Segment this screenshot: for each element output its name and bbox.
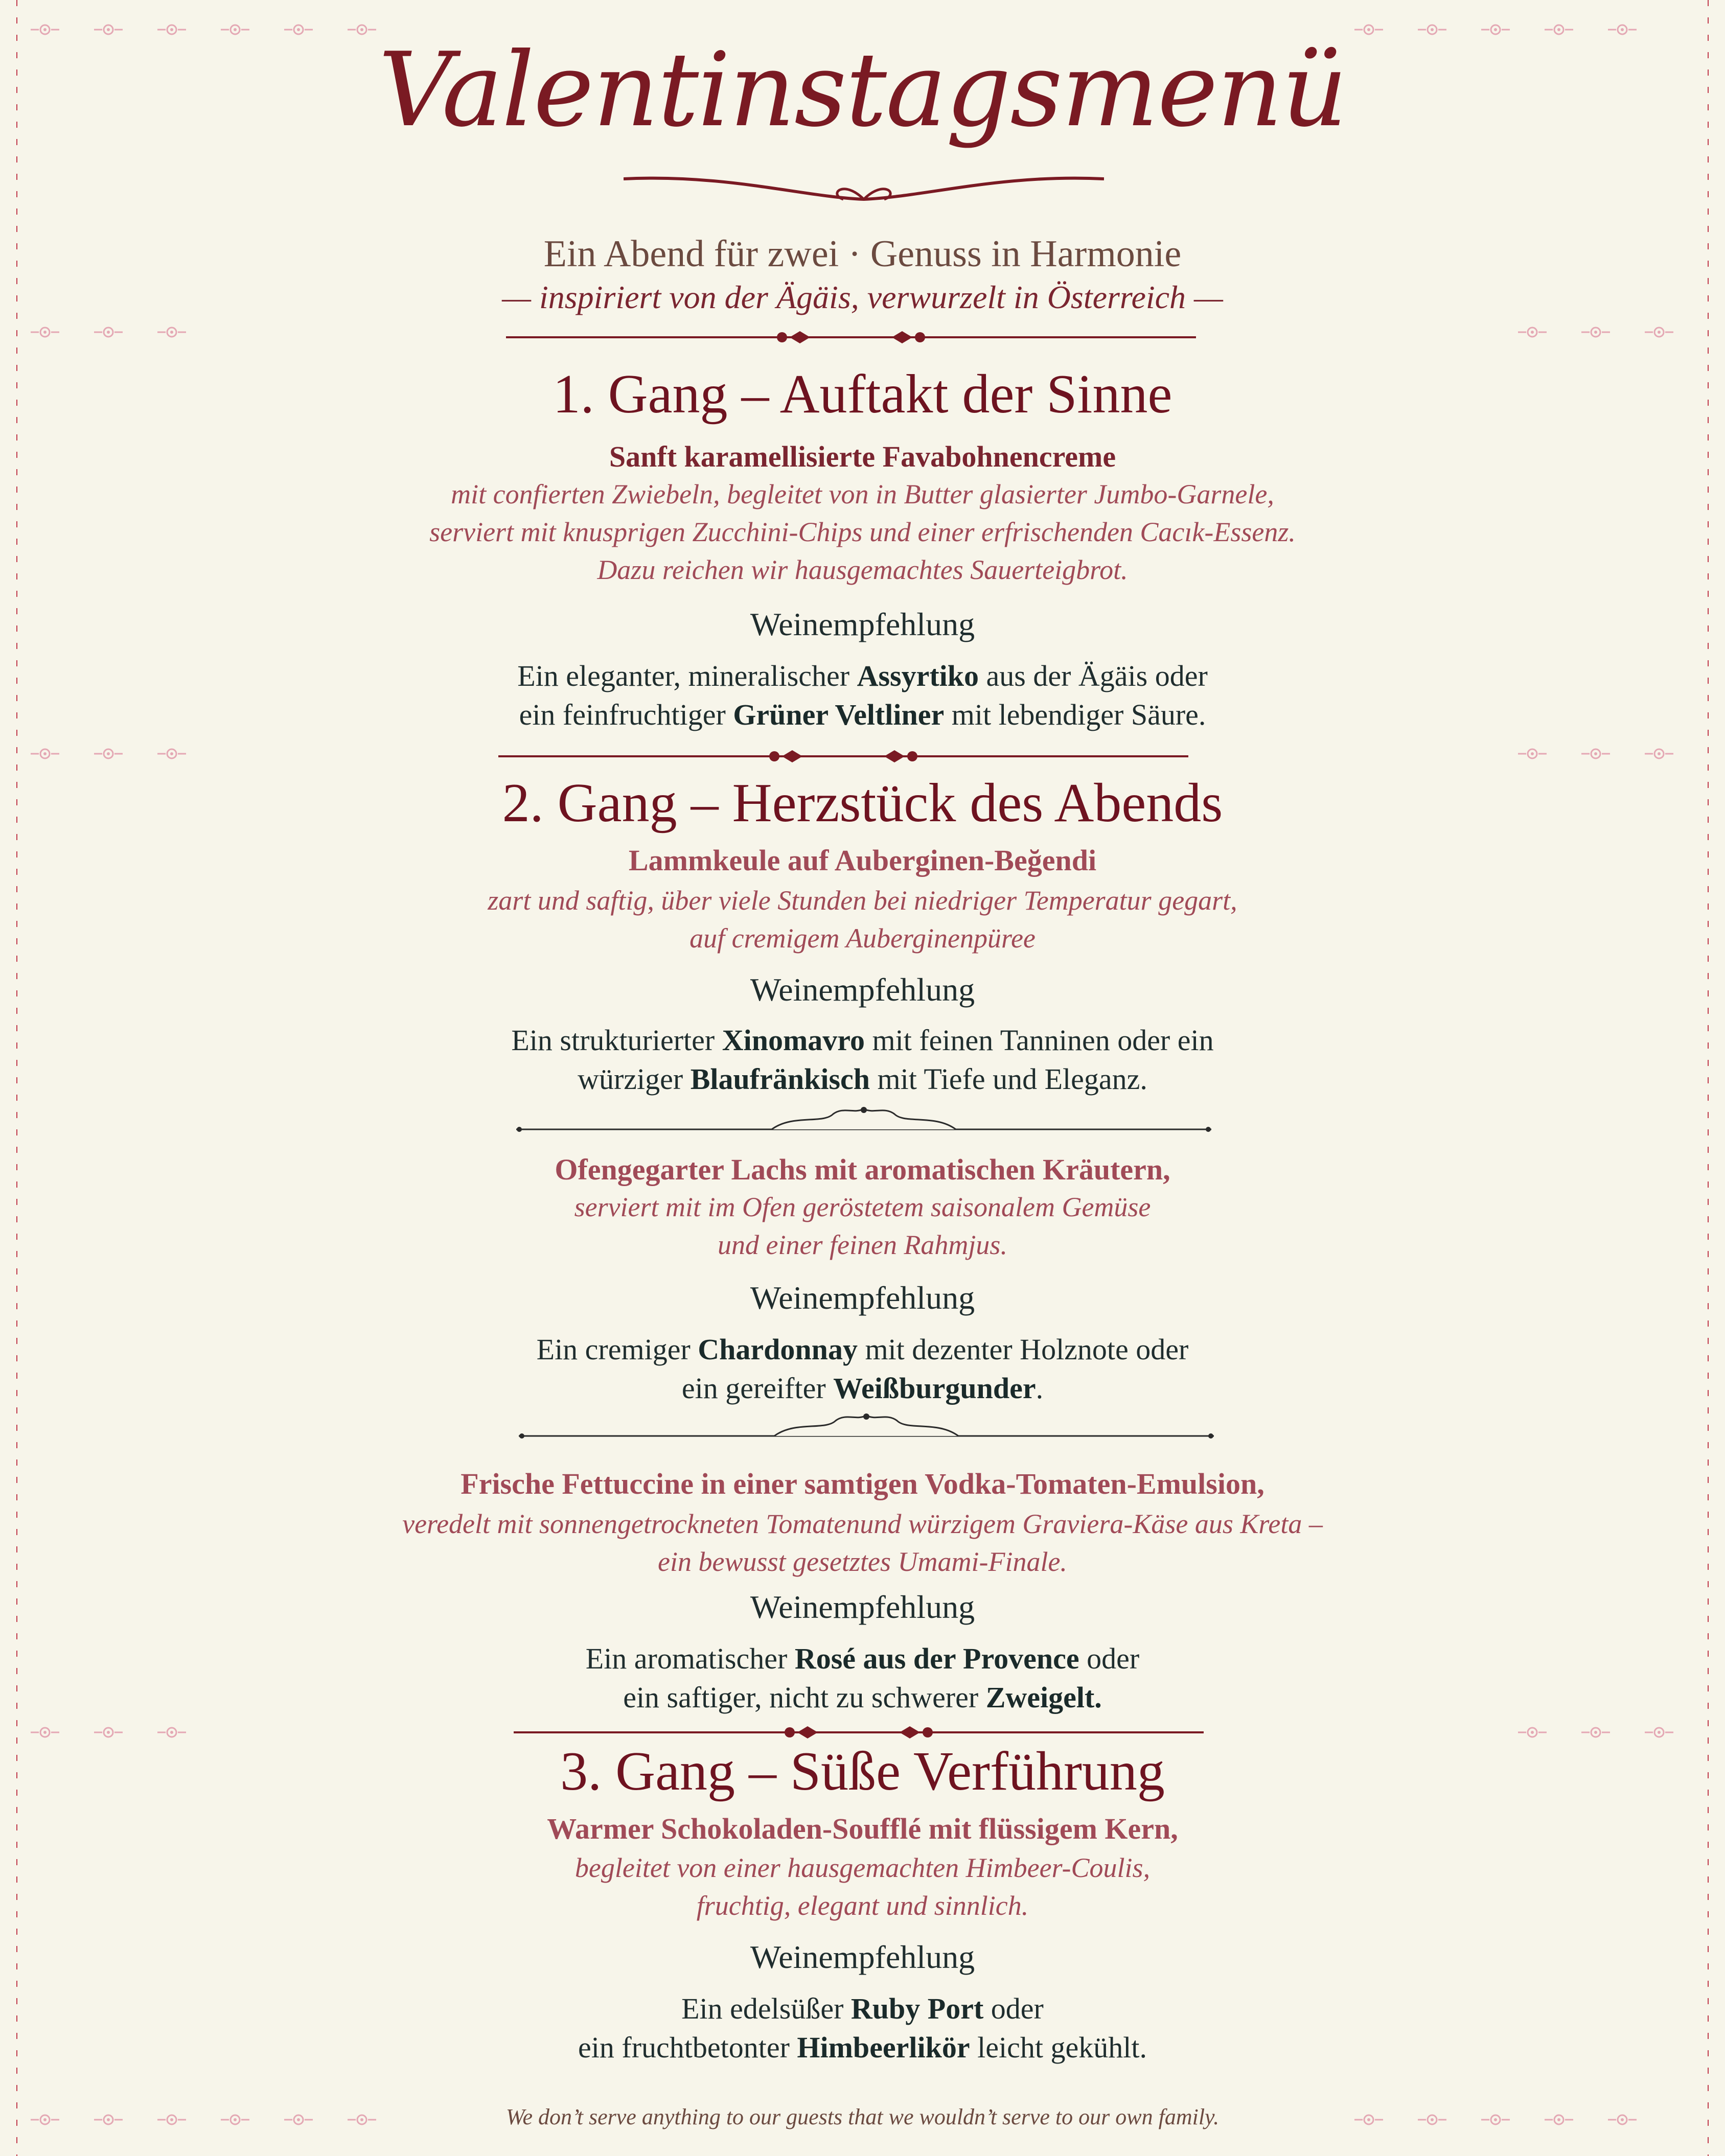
course-2-dish-fettuccine: Frische Fettuccine in einer samtigen Vodka-Tomaten-Emulsion, — [461, 1467, 1264, 1500]
course-1-wine-recommendation — [0, 657, 1725, 734]
course-3-description — [0, 1849, 1725, 1925]
description-line: Dazu reichen wir hausgemachtes Sauerteigbrot. — [597, 554, 1128, 585]
description-line: auf cremigem Auberginenpüree — [689, 923, 1036, 954]
wine-line: ein feinfruchtiger Grüner Veltliner mit lebendiger Säure. — [519, 698, 1206, 731]
floral-icon — [1518, 744, 1547, 764]
wine-line: ein saftiger, nicht zu schwerer Zweigelt. — [623, 1681, 1102, 1714]
wine-name: Chardonnay — [698, 1333, 858, 1366]
wine-name: Assyrtiko — [857, 659, 979, 692]
floral-icon — [1518, 1722, 1547, 1743]
description-line: fruchtig, elegant und sinnlich. — [696, 1890, 1029, 1921]
wine-line: Ein edelsüßer Ruby Port oder — [681, 1992, 1044, 2025]
floral-icon — [1645, 744, 1673, 764]
floral-icon — [1645, 322, 1673, 342]
floral-icon — [1581, 322, 1610, 342]
menu-subtitle: Ein Abend für zwei · Genuss in Harmonie — [543, 233, 1182, 275]
wine-name: Ruby Port — [850, 1992, 984, 2025]
course-2-salmon-wine-recommendation — [0, 1330, 1725, 1408]
footer-quote: We don’t serve anything to our guests that we wouldn’t serve to our own family. — [505, 2104, 1220, 2129]
ornamental-divider — [498, 746, 1188, 767]
description-line: ein bewusst gesetztes Umami-Finale. — [658, 1546, 1067, 1577]
description-line: veredelt mit sonnengetrockneten Tomatenund würzigem Graviera-Käse aus Kreta – — [402, 1509, 1323, 1539]
floral-icon — [157, 1722, 186, 1743]
description-line: mit confierten Zwiebeln, begleitet von in Butter glasierter Jumbo-Garnele, — [451, 479, 1274, 509]
course-2-fettuccine-wine-recommendation — [0, 1639, 1725, 1717]
wine-line: Ein aromatischer Rosé aus der Provence oder — [585, 1642, 1140, 1675]
floral-motif-row-left — [31, 317, 186, 347]
wine-line: ein gereifter Weißburgunder. — [681, 1372, 1044, 1405]
ornamental-divider — [514, 1722, 1204, 1743]
floral-icon — [31, 322, 59, 342]
course-2-heading: 2. Gang – Herzstück des Abends — [502, 773, 1223, 833]
description-line: serviert mit knusprigen Zucchini-Chips und einer erfrischenden Cacık-Essenz. — [429, 517, 1296, 547]
scroll-ornament-divider — [519, 1410, 1214, 1451]
course-3-dish: Warmer Schokoladen-Soufflé mit flüssigem Kern, — [547, 1812, 1178, 1845]
floral-icon — [31, 1722, 59, 1743]
floral-icon — [1645, 1722, 1673, 1743]
course-3-heading: 3. Gang – Süße Verführung — [560, 1741, 1165, 1802]
floral-icon — [1581, 1722, 1610, 1743]
course-2-lamb-wine-recommendation — [0, 1021, 1725, 1099]
floral-motif-row-left — [31, 738, 186, 769]
course-2-dish-salmon: Ofengegarter Lachs mit aromatischen Kräutern, — [555, 1153, 1170, 1186]
course-3-wine-heading: Weinempfehlung — [750, 1939, 975, 1975]
wine-line: Ein eleganter, mineralischer Assyrtiko aus der Ägäis oder — [517, 659, 1208, 692]
course-1-description — [0, 475, 1725, 589]
description-line: begleitet von einer hausgemachten Himbeer-Coulis, — [574, 1852, 1151, 1883]
wine-line: Ein cremiger Chardonnay mit dezenter Holznote oder — [536, 1333, 1189, 1366]
course-1-heading: 1. Gang – Auftakt der Sinne — [553, 364, 1172, 425]
course-2-fettuccine-description — [0, 1505, 1725, 1581]
floral-icon — [94, 744, 123, 764]
course-2-lamb-wine-heading: Weinempfehlung — [750, 971, 975, 1008]
floral-icon — [1518, 322, 1547, 342]
wine-line: ein fruchtbetonter Himbeerlikör leicht gekühlt. — [578, 2031, 1147, 2064]
menu-title: Valentinstagsmenü — [378, 31, 1347, 150]
floral-icon — [157, 322, 186, 342]
ornamental-divider — [506, 327, 1196, 347]
floral-icon — [157, 744, 186, 764]
floral-icon — [94, 1722, 123, 1743]
scroll-ornament-divider — [516, 1104, 1211, 1145]
floral-motif-row-right — [1518, 317, 1673, 347]
menu-tagline: — inspiriert von der Ägäis, verwurzelt in Österreich — — [502, 279, 1223, 315]
wine-name: Himbeerlikör — [797, 2031, 970, 2064]
wine-name: Grüner Veltliner — [733, 698, 945, 731]
floral-icon — [1581, 744, 1610, 764]
course-2-dish-lamb: Lammkeule auf Auberginen-Beğendi — [628, 844, 1097, 877]
wine-name: Blaufränkisch — [690, 1062, 870, 1096]
wine-name: Xinomavro — [722, 1024, 865, 1057]
floral-motif-row-right — [1518, 738, 1673, 769]
floral-icon — [94, 322, 123, 342]
title-flourish-heart-icon — [624, 169, 1104, 210]
wine-line: würziger Blaufränkisch mit Tiefe und Eleganz. — [578, 1062, 1147, 1096]
course-3-wine-recommendation — [0, 1989, 1725, 2067]
description-line: zart und saftig, über viele Stunden bei niedriger Temperatur gegart, — [488, 885, 1237, 916]
floral-icon — [31, 744, 59, 764]
course-1-dish: Sanft karamellisierte Favabohnencreme — [609, 440, 1116, 473]
description-line: serviert mit im Ofen geröstetem saisonalem Gemüse — [574, 1192, 1151, 1222]
course-2-salmon-wine-heading: Weinempfehlung — [750, 1280, 975, 1316]
wine-line: Ein strukturierter Xinomavro mit feinen Tanninen oder ein — [511, 1024, 1214, 1057]
course-1-wine-heading: Weinempfehlung — [750, 606, 975, 642]
course-2-lamb-description — [0, 882, 1725, 957]
description-line: und einer feinen Rahmjus. — [718, 1230, 1007, 1260]
wine-name: Zweigelt. — [985, 1681, 1102, 1714]
wine-name: Weißburgunder — [833, 1372, 1036, 1405]
wine-name: Rosé aus der Provence — [794, 1642, 1079, 1675]
course-2-salmon-description — [0, 1188, 1725, 1264]
course-2-fettuccine-wine-heading: Weinempfehlung — [750, 1589, 975, 1625]
